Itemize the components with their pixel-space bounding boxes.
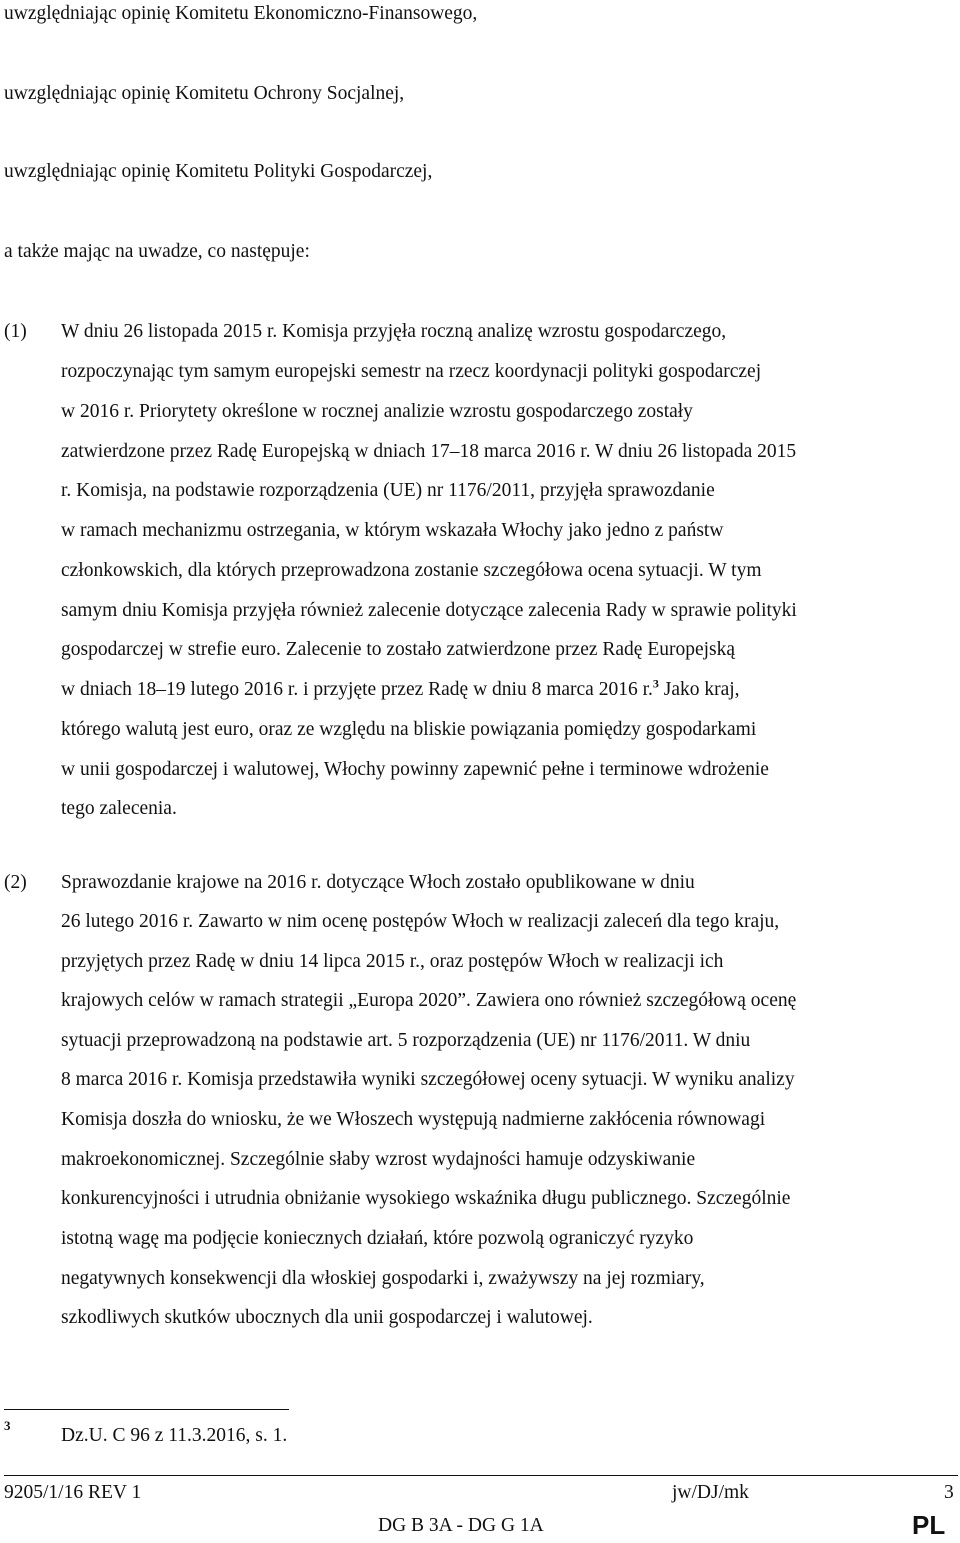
intro-line-1: uwzględniając opinię Komitetu Ekonomiczno-Finansowego, [4, 3, 478, 24]
footer-directorate: DG B 3A - DG G 1A [378, 1515, 544, 1536]
paragraph-1-line: w 2016 r. Priorytety określone w rocznej analizie wzrostu gospodarczego zostały [61, 401, 693, 422]
paragraph-2-line: makroekonomicznej. Szczególnie słaby wzrost wydajności hamuje odzyskiwanie [61, 1149, 696, 1170]
paragraph-2-line: Komisja doszła do wniosku, że we Włoszech występują nadmierne zakłócenia równowagi [61, 1109, 766, 1130]
paragraph-1-line: którego walutą jest euro, oraz ze względu na bliskie powiązania pomiędzy gospodarkami [61, 719, 757, 740]
intro-line-2: uwzględniając opinię Komitetu Ochrony Socjalnej, [4, 83, 405, 104]
footer-separator [4, 1475, 958, 1476]
paragraph-1-line: członkowskich, dla których przeprowadzona zostanie szczegółowa ocena sytuacji. W tym [61, 560, 762, 581]
paragraph-1-line: rozpoczynając tym samym europejski semestr na rzecz koordynacji polityki gospodarczej [61, 361, 762, 382]
footer-document-reference: 9205/1/16 REV 1 [4, 1482, 142, 1503]
paragraph-1-line: gospodarczej w strefie euro. Zalecenie to zostało zatwierdzone przez Radę Europejską [61, 639, 736, 660]
paragraph-2-line: przyjętych przez Radę w dniu 14 lipca 2015 r., oraz postępów Włoch w realizacji ich [61, 951, 724, 972]
paragraph-number-2: (2) [4, 872, 27, 893]
paragraph-2-line: 26 lutego 2016 r. Zawarto w nim ocenę postępów Włoch w realizacji zaleceń dla tego kraju, [61, 911, 780, 932]
paragraph-2-line: szkodliwych skutków ubocznych dla unii gospodarczej i walutowej. [61, 1307, 593, 1328]
paragraph-1-line: w ramach mechanizmu ostrzegania, w którym wskazała Włochy jako jedno z państw [61, 520, 724, 541]
footnote-separator [4, 1409, 289, 1410]
paragraph-1-line: w dniach 18–19 lutego 2016 r. i przyjęte przez Radę w dniu 8 marca 2016 r. [61, 679, 653, 700]
paragraph-1-line: zatwierdzone przez Radę Europejską w dniach 17–18 marca 2016 r. W dniu 26 listopada 2015 [61, 441, 797, 462]
footnote-number: 3 [4, 1418, 11, 1433]
paragraph-1-line: w unii gospodarczej i walutowej, Włochy powinny zapewnić pełne i terminowe wdrożenie [61, 759, 769, 780]
paragraph-2-line: sytuacji przeprowadzoną na podstawie art. 5 rozporządzenia (UE) nr 1176/2011. W dniu [61, 1030, 751, 1051]
footnote-text: Dz.U. C 96 z 11.3.2016, s. 1. [61, 1425, 288, 1446]
paragraph-1-line: tego zalecenia. [61, 798, 177, 819]
paragraph-1-line: r. Komisja, na podstawie rozporządzenia (UE) nr 1176/2011, przyjęła sprawozdanie [61, 480, 715, 501]
paragraph-1-line: W dniu 26 listopada 2015 r. Komisja przyjęła roczną analizę wzrostu gospodarczego, [61, 321, 727, 342]
footer-page-number: 3 [944, 1482, 954, 1503]
paragraph-2-line: Sprawozdanie krajowe na 2016 r. dotyczące Włoch zostało opublikowane w dniu [61, 872, 695, 893]
intro-line-4: a także mając na uwadze, co następuje: [4, 241, 310, 262]
paragraph-1-line: samym dniu Komisja przyjęła również zalecenie dotyczące zalecenia Rady w sprawie polityki [61, 600, 797, 621]
paragraph-2-line: negatywnych konsekwencji dla włoskiej gospodarki i, zważywszy na jej rozmiary, [61, 1268, 705, 1289]
paragraph-2-line: krajowych celów w ramach strategii „Europa 2020”. Zawiera ono również szczegółową ocenę [61, 990, 797, 1011]
paragraph-number-1: (1) [4, 321, 27, 342]
footer-language-code: PL [912, 1510, 946, 1540]
paragraph-2-line: istotną wagę ma podjęcie koniecznych działań, które pozwolą ograniczyć ryzyko [61, 1228, 694, 1249]
footer-initials: jw/DJ/mk [672, 1482, 749, 1503]
paragraph-2-line: konkurencyjności i utrudnia obniżanie wysokiego wskaźnika długu publicznego. Szczególnie [61, 1188, 791, 1209]
footnote-reference[interactable]: 3 [652, 676, 659, 691]
intro-line-3: uwzględniając opinię Komitetu Polityki Gospodarczej, [4, 161, 433, 182]
paragraph-1-line-with-ref [61, 678, 740, 702]
paragraph-2-line: 8 marca 2016 r. Komisja przedstawiła wyniki szczegółowej oceny sytuacji. W wyniku analizy [61, 1069, 795, 1090]
paragraph-1-line-continuation: Jako kraj, [658, 679, 740, 700]
